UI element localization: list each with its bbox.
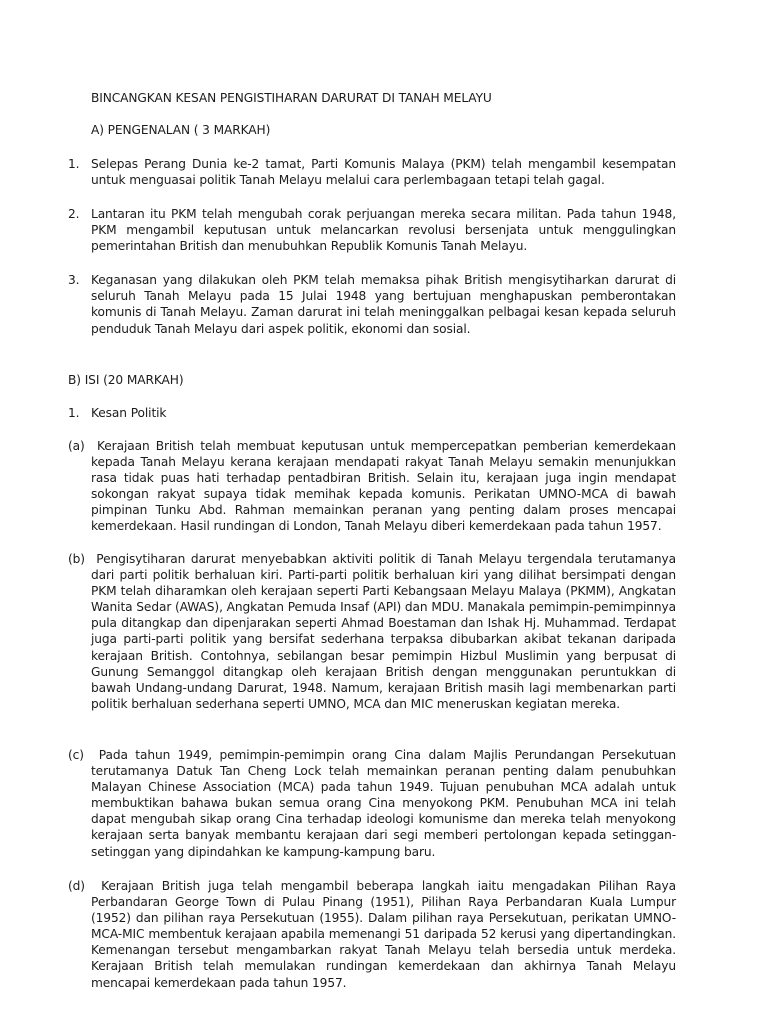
intro-item-3 bbox=[68, 272, 676, 337]
subheading-text: Kesan Politik bbox=[91, 406, 167, 420]
point-text: Pada tahun 1949, pemimpin-pemimpin orang Cina dalam Majlis Perundangan Persekutuan terutamanya Datuk Tan Cheng Lock telah memainkan peranan penting dalam penubuhkan Malayan Chinese Association (MCA) pada tahun 1949. Tujuan penubuhan MCA adalah untuk membuktikan bahawa bukan semua orang Cina menyokong PKM. Penubuhan MCA ini telah dapat mengubah sikap orang Cina terhadap ideologi komunisme dan mereka telah menyokong kerajaan serta banyak membantu kerajaan dari segi memberi pertolongan kepada setinggan-setinggan yang dipindahkan ke kampung-kampung baru. bbox=[91, 748, 676, 859]
point-b bbox=[68, 551, 676, 712]
section-b-subheading bbox=[68, 405, 676, 421]
point-label: (d) bbox=[68, 879, 85, 893]
point-c bbox=[68, 747, 676, 860]
point-a bbox=[68, 438, 676, 535]
point-label: (b) bbox=[68, 552, 85, 566]
subheading-number: 1. bbox=[68, 406, 80, 420]
intro-item-number: 3. bbox=[68, 273, 80, 287]
point-text: Kerajaan British juga telah mengambil beberapa langkah iaitu mengadakan Pilihan Raya Perbandaran George Town di Pulau Pinang (1951), Pilihan Raya Perbandaran Kuala Lumpur (1952) dan pilihan raya Persekutuan (1955). Dalam pilihan raya Persekutuan, perikatan UMNO-MCA-MIC membentuk kerajaan apabila memenangi 51 daripada 52 kerusi yang dipertandingkan. Kemenangan tersebut mengambarkan rakyat Tanah Melayu telah bersedia untuk merdeka. Kerajaan British telah memulakan rundingan kemerdekaan dan akhirnya Tanah Melayu mencapai kemerdekaan pada tahun 1957. bbox=[91, 879, 676, 990]
point-label: (a) bbox=[68, 439, 85, 453]
point-text: Pengisytiharan darurat menyebabkan aktiviti politik di Tanah Melayu tergendala terutamanya dari parti politik berhaluan kiri. Parti-parti politik berhaluan kiri yang dilihat bersimpati dengan PKM telah diharamkan oleh kerajaan seperti Parti Kebangsaan Melayu Malaya (PKMM), Angkatan Wanita Sedar (AWAS), Angkatan Pemuda Insaf (API) dan MDU. Manakala pemimpin-pemimpinnya pula ditangkap dan dipenjarakan seperti Ahmad Boestaman dan Ishak Hj. Muhammad. Terdapat juga parti-parti politik yang bersifat sederhana terpaksa dibubarkan akibat tekanan daripada kerajaan British. Contohnya, sebilangan besar pemimpin Hizbul Muslimin yang berpusat di Gunung Semanggol ditangkap oleh kerajaan British dengan menggunakan peruntukkan di bawah Undang-undang Darurat, 1948. Namum, kerajaan British masih lagi membenarkan parti politik berhaluan sederhana seperti UMNO, MCA dan MIC meneruskan kegiatan mereka. bbox=[91, 552, 676, 711]
intro-item-1 bbox=[68, 156, 676, 188]
point-d bbox=[68, 878, 676, 991]
section-a-heading: A) PENGENALAN ( 3 MARKAH) bbox=[91, 123, 271, 137]
document-title: BINCANGKAN KESAN PENGISTIHARAN DARURAT DI TANAH MELAYU bbox=[91, 91, 492, 105]
intro-item-number: 2. bbox=[68, 207, 80, 221]
intro-item-2 bbox=[68, 206, 676, 255]
intro-item-number: 1. bbox=[68, 157, 80, 171]
intro-item-text: Lantaran itu PKM telah mengubah corak perjuangan mereka secara militan. Pada tahun 1948, PKM mengambil keputusan untuk melancarkan revolusi bersenjata untuk menggulingkan pemerintahan British dan menubuhkan Republik Komunis Tanah Melayu. bbox=[91, 207, 676, 254]
point-label: (c) bbox=[68, 748, 84, 762]
intro-item-text: Keganasan yang dilakukan oleh PKM telah memaksa pihak British mengisytiharkan darurat di seluruh Tanah Melayu pada 15 Julai 1948 yang bertujuan menghapuskan pemberontakan komunis di Tanah Melayu. Zaman darurat ini telah meninggalkan pelbagai kesan kepada seluruh penduduk Tanah Melayu dari aspek politik, ekonomi dan sosial. bbox=[91, 273, 676, 336]
section-b-heading: B) ISI (20 MARKAH) bbox=[68, 373, 184, 387]
intro-item-text: Selepas Perang Dunia ke-2 tamat, Parti Komunis Malaya (PKM) telah mengambil kesempatan untuk menguasai politik Tanah Melayu melalui cara perlembagaan tetapi telah gagal. bbox=[91, 157, 676, 188]
point-text: Kerajaan British telah membuat keputusan untuk mempercepatkan pemberian kemerdekaan kepada Tanah Melayu kerana kerajaan mendapati rakyat Tanah Melayu semakin menunjukkan rasa tidak puas hati terhadap pentadbiran British. Selain itu, kerajaan juga ingin mendapat sokongan rakyat supaya tidak memihak kepada komunis. Perikatan UMNO-MCA di bawah pimpinan Tunku Abd. Rahman memainkan peranan yang penting dalam proses mencapai kemerdekaan. Hasil rundingan di London, Tanah Melayu diberi kemerdekaan pada tahun 1957. bbox=[91, 439, 676, 534]
